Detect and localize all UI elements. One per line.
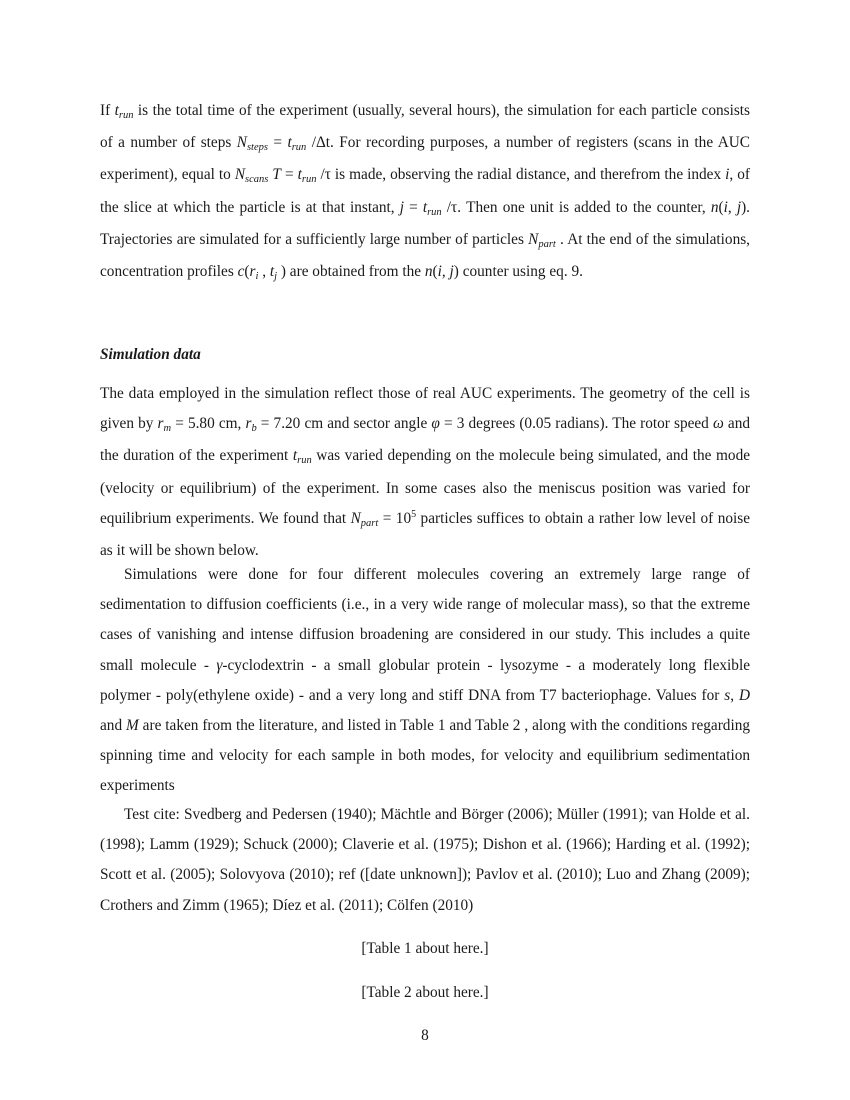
math-symbol: c bbox=[237, 263, 245, 281]
text-run: /Δt. For recording purposes, a number of registers (scans in the AUC experiment), equal to bbox=[100, 134, 751, 184]
math-symbol: r bbox=[157, 415, 164, 433]
math-subscript: run bbox=[301, 174, 317, 186]
math-superscript: 5 bbox=[411, 508, 417, 520]
math-symbol: N bbox=[350, 509, 361, 527]
text-run: ( bbox=[432, 263, 438, 281]
math-symbol: t bbox=[297, 166, 302, 184]
math-symbol: t bbox=[269, 263, 275, 281]
intro-paragraph bbox=[100, 96, 750, 289]
math-subscript: m bbox=[163, 423, 172, 435]
text-run: = 5.80 cm, bbox=[171, 415, 246, 433]
math-symbol: N bbox=[528, 230, 539, 248]
simulation-paragraph-1 bbox=[100, 379, 750, 566]
text-run: and the duration of the experiment bbox=[100, 415, 750, 465]
math-symbol: n bbox=[424, 263, 433, 281]
math-symbol: t bbox=[292, 447, 298, 465]
citation-paragraph: Test cite: Svedberg and Pedersen (1940); Mächtle and Börger (2006); Müller (1991); van Holde et al. (1998); Lamm (1929); Schuck (2000); Claverie et al. (1975); Dishon et al. (1966); Harding et al. (1992); Scott et al. (2005); Solovyova (2010); ref ([date unknown]); Pavlov et al. (2010); Luo and Zhang (2009); Crothers and Zimm (1965); Díez et al. (2011); Cölfen (2010) bbox=[100, 806, 750, 914]
text-run: particles suffices to obtain a rather low level of noise as it will be shown below. bbox=[100, 509, 750, 560]
math-symbol: i bbox=[725, 166, 730, 184]
math-subscript: run bbox=[297, 455, 312, 467]
text-run: , bbox=[730, 686, 739, 704]
text-run: was varied depending on the molecule being simulated, and the mode (velocity or equilibrium) of the experiment. In some cases also the meniscus position was varied for equilibrium experiments. We found that bbox=[100, 447, 751, 527]
text-run: and bbox=[100, 717, 127, 735]
math-symbol: t bbox=[422, 198, 428, 216]
section-heading: Simulation data bbox=[100, 346, 201, 363]
math-subscript: b bbox=[251, 423, 257, 435]
math-symbol: M bbox=[126, 717, 139, 735]
text-run: /τ. Then one unit is added to the counter, bbox=[441, 198, 711, 216]
math-symbol: j bbox=[736, 198, 742, 216]
text-run: ( bbox=[718, 198, 724, 216]
math-subscript: part bbox=[538, 238, 556, 250]
math-subscript: part bbox=[360, 517, 379, 529]
table-1-placeholder: [Table 1 about here.] bbox=[361, 940, 489, 957]
math-symbol: γ bbox=[216, 656, 223, 674]
text-run: /τ is made, observing the radial distance, and therefrom the index bbox=[316, 166, 726, 184]
text-run: The data employed in the simulation reflect those of real AUC experiments. The geometry of the cell is given by bbox=[100, 385, 750, 433]
math-subscript: run bbox=[118, 110, 134, 121]
math-subscript: steps bbox=[246, 142, 268, 154]
text-run: If bbox=[100, 102, 115, 119]
text-run: = 10 bbox=[378, 509, 412, 527]
simulation-paragraph-2 bbox=[100, 560, 750, 802]
math-symbol: i bbox=[723, 198, 728, 216]
math-subscript: i bbox=[255, 271, 259, 283]
page-number: 8 bbox=[421, 1027, 429, 1044]
math-symbol: j bbox=[399, 198, 404, 216]
text-run: ) counter using eq. 9. bbox=[453, 263, 583, 281]
text-run: = bbox=[403, 198, 423, 216]
text-run: , of the slice at which the particle is at that instant, bbox=[100, 166, 750, 216]
math-symbol: i, j bbox=[437, 263, 454, 281]
math-subscript: run bbox=[427, 206, 442, 218]
math-symbol: N bbox=[236, 134, 247, 152]
math-subscript: run bbox=[291, 142, 307, 154]
text-run: ( bbox=[244, 263, 250, 281]
table-2-placeholder: [Table 2 about here.] bbox=[361, 984, 489, 1001]
math-symbol: φ bbox=[431, 415, 440, 433]
math-symbol: ω bbox=[712, 415, 724, 433]
math-symbol: n bbox=[710, 198, 719, 216]
math-symbol: T bbox=[272, 166, 281, 184]
text-run: = bbox=[280, 166, 298, 184]
text-run: ). Trajectories are simulated for a sufficiently large number of particles bbox=[100, 198, 750, 248]
math-symbol: D bbox=[738, 686, 750, 704]
text-run: ) are obtained from the bbox=[277, 263, 425, 281]
math-symbol: r bbox=[245, 415, 252, 433]
text-run: , bbox=[258, 263, 270, 281]
text-run: Simulations were done for four different molecules covering an extremely large range of sedimentation to diffusion coefficients (i.e., in a very wide range of molecular mass), so that the extreme cases of vanishing and intense diffusion broadening are considered in our study. This includes a quite small molecule - bbox=[100, 566, 750, 674]
math-symbol: s bbox=[724, 686, 731, 704]
math-symbol: t bbox=[114, 102, 119, 119]
text-run: , bbox=[727, 198, 737, 216]
math-symbol: N bbox=[234, 166, 246, 184]
math-subscript: scans bbox=[245, 174, 269, 186]
text-run: = bbox=[267, 134, 288, 152]
text-run: = 3 degrees (0.05 radians). The rotor speed bbox=[439, 415, 713, 433]
math-symbol: t bbox=[287, 134, 292, 152]
math-subscript: j bbox=[274, 271, 278, 283]
math-symbol: r bbox=[249, 263, 256, 281]
text-run: = 7.20 cm and sector angle bbox=[256, 415, 432, 433]
text-run: are taken from the literature, and listed in Table 1 and Table 2 , along with the conditions regarding spinning time and velocity for each sample in both modes, for velocity and equilibrium sedimentation experiments bbox=[100, 717, 750, 795]
text-run: -cyclodextrin - a small globular protein - lysozyme - a moderately long flexible polymer - poly(ethylene oxide) - and a very long and stiff DNA from T7 bacteriophage. Values for bbox=[100, 656, 750, 704]
text-run: is the total time of the experiment (usually, several hours), the simulation for each particle consists of a number of steps bbox=[100, 102, 750, 152]
text-run: . At the end of the simulations, concentration profiles bbox=[100, 230, 750, 281]
